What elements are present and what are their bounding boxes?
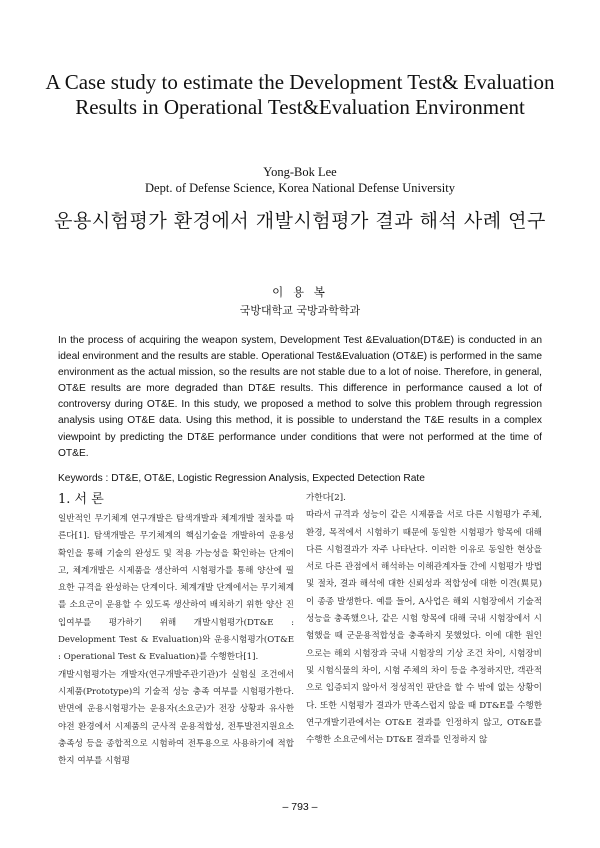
paper-title-korean: 운용시험평가 환경에서 개발시험평가 결과 해석 사례 연구: [54, 210, 546, 232]
author-affiliation-english: Dept. of Defense Science, Korea National Defense University: [145, 181, 455, 195]
author-name-english: Yong-Bok Lee: [263, 165, 337, 179]
section-heading-introduction: 1. 서 론: [58, 492, 104, 507]
paper-title-english: A Case study to estimate the Development Test& Evaluation Results in Operational Test&Evaluation Environment: [45, 70, 555, 119]
abstract: In the process of acquiring the weapon system, Development Test &Evaluation(DT&E) is conducted in an ideal environment and the results are stable. Operational Test&Evaluation (OT&E) is performed in the same environment as the actual mission, so the results are not stable due to a lot of noise. Therefore, in general, OT&E results are more degraded than DT&E results. This difference in performance caused a lot of controversy during OT&E. In this study, we proposed a method to solve this problem through regression analysis using OT&E data. Using this method, it is possible to understand the T&E results in a complex viewpoint by predicting the DT&E performance under conditions that were not performed at the time of OT&E.: [58, 335, 542, 459]
body-right-column: [306, 490, 542, 749]
page-number: – 793 –: [282, 801, 318, 813]
body-paragraph: 가한다[2].: [306, 493, 346, 503]
keywords: Keywords : DT&E, OT&E, Logistic Regression Analysis, Expected Detection Rate: [58, 473, 425, 484]
body-paragraph: 개발시험평가는 개발자(연구개발주관기관)가 실험실 조건에서 시제품(Prototype)의 기술적 성능 충족 여부를 시험평가한다. 반면에 운용시험평가는 운용자(소요군)가 전장 상황과 유사한 야전 환경에서 시제품의 군사적 운용적합성, 전투발전지원요소 충족성 등을 종합적으로 시험하여 전투용으로 사용하기에 적합한지 여부를 시험평: [58, 669, 294, 767]
body-paragraph: 따라서 규격과 성능이 같은 시제품을 서로 다른 시험평가 주체, 환경, 목적에서 시험하기 때문에 동일한 시험평가 항목에 대해 다른 시험결과가 자주 나타난다. 이러한 이유로 동일한 현상을 서로 다른 관점에서 해석하는 이해관계자들 간에 시험평가 방법 및 절차, 결과 해석에 대한 신뢰성과 적합성에 대한 이견(異見)이 종종 발생한다. 예를 들어, A사업은 해외 시험장에서 기술적 성능을 충족했으나, 같은 시험 항목에 대해 국내 시험장에서 시험했을 때 군운용적합성을 충족하지 못했었다. 이에 대한 원인으로는 해외 시험장과 국내 시험장의 기상 조건 차이, 시험장비 및 시험식물의 차이, 시험 주체의 차이 등을 추정하지만, 객관적으로 입증되지 않아서 정성적인 판단을 할 수 밖에 없는 상황이다. 또한 시험평가 결과가 만족스럽지 않을 때 DT&E를 수행한 연구개발기관에서는 OT&E 결과를 인정하지 않고, OT&E를 수행한 소요군에서는 DT&E 결과를 인정하지 않: [306, 510, 542, 746]
body-left-column: [58, 490, 294, 770]
author-name-korean: 이 용 복: [272, 285, 328, 299]
author-affiliation-korean: 국방대학교 국방과학학과: [239, 304, 361, 317]
body-paragraph: 일반적인 무기체계 연구개발은 탐색개발과 체계개발 절차를 따른다[1]. 탐색개발은 무기체계의 핵심기술을 개발하여 운용성 확인을 통해 기술의 완성도 및 적용 가능성을 확인하는 단계이고, 체계개발은 시제품을 생산하여 시험평가를 통해 양산에 필요한 규격을 완성하는 단계이다. 체계개발 단계에서는 무기체계를 소요군이 운용할 수 있도록 생산하여 배치하기 위한 양산 진입여부를 평가하기 위해 개발시험평가(DT&E : Development Test & Evaluation)와 운용시험평가(OT&E : Operational Test & Evaluation)를 수행한다[1].: [58, 514, 294, 663]
